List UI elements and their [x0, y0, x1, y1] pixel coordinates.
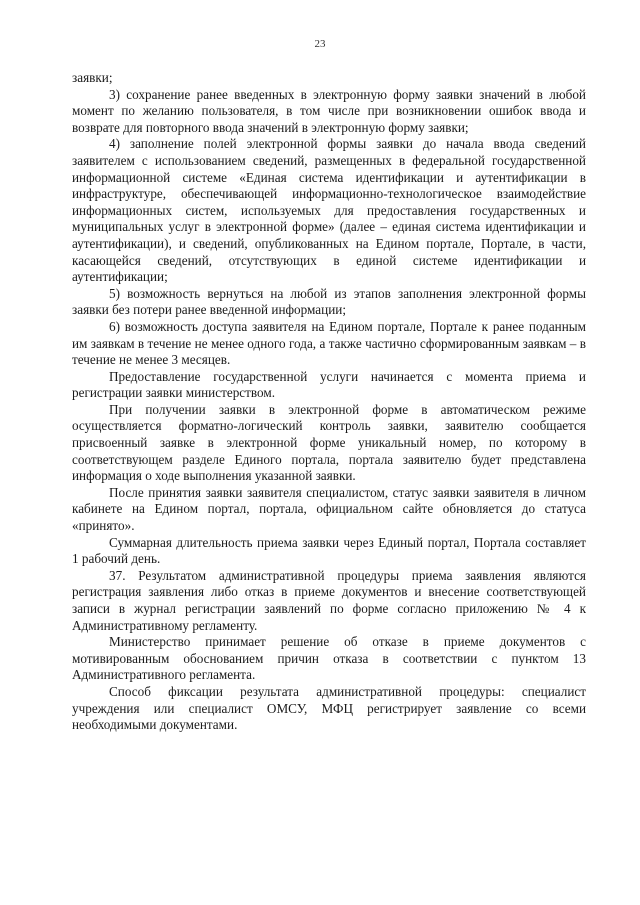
paragraph-item-3: 3) сохранение ранее введенных в электронную форму заявки значений в любой момент по желанию пользователя, в том числе при возникновении ошибок ввода и возврате для повторного ввода значений в электронную форму заявки;: [72, 86, 586, 135]
paragraph-duration: Суммарная длительность приема заявки через Единый портал, Портала составляет 1 рабочий день.: [72, 534, 586, 567]
paragraph-item-37: 37. Результатом административной процедуры приема заявления являются регистрация заявления либо отказ в приеме документов и внесение соответствующей записи в журнал регистрации заявлений по форме согласно приложению № 4 к Административному регламенту.: [72, 567, 586, 633]
paragraph-ministry-decision: Министерство принимает решение об отказе в приеме документов с мотивированным обоснованием причин отказа в соответствии с пунктом 13 Административного регламента.: [72, 634, 586, 683]
paragraph-item-5: 5) возможность вернуться на любой из этапов заполнения электронной формы заявки без потери ранее введенной информации;: [72, 285, 586, 318]
paragraph-electronic-receipt: При получении заявки в электронной форме в автоматическом режиме осуществляется форматно-логический контроль заявки, заявителю сообщается присвоенный заявке в электронной форме уникальный номер, по которому в соответствующем разделе Единого портала, портала заявителю будет представлена информация о ходе выполнения указанной заявки.: [72, 401, 586, 484]
paragraph-continuation: заявки;: [72, 70, 113, 85]
paragraph-item-4: 4) заполнение полей электронной формы заявки до начала ввода сведений заявителем с использованием сведений, размещенных в федеральной государственной информационной системе «Единая система идентификации и аутентификации в инфраструктуре, обеспечивающей информационно-технологическое взаимодействие информационных систем, используемых для предоставления государственных и муниципальных услуг в электронной форме» (далее – единая система идентификации и аутентификации), и сведений, опубликованных на Едином портале, Портале, в части, касающейся сведений, отсутствующих в единой системе идентификации и аутентификации;: [72, 136, 586, 285]
paragraph-item-6: 6) возможность доступа заявителя на Едином портале, Портале к ранее поданным им заявкам в течение не менее одного года, а также частично сформированным заявкам – в течение не менее 3 месяцев.: [72, 318, 586, 368]
paragraph-status-update: После принятия заявки заявителя специалистом, статус заявки заявителя в личном кабинете на Едином портал, портала, официальном сайте обновляется до статуса «принято».: [72, 484, 586, 534]
page-number: 23: [314, 38, 326, 50]
paragraph-fixation-method: Способ фиксации результата административной процедуры: специалист учреждения или специалист ОМСУ, МФЦ регистрирует заявление со всеми необходимыми документами.: [72, 683, 586, 733]
paragraph-service-start: Предоставление государственной услуги начинается с момента приема и регистрации заявки министерством.: [72, 368, 586, 401]
document-body: [72, 70, 586, 734]
